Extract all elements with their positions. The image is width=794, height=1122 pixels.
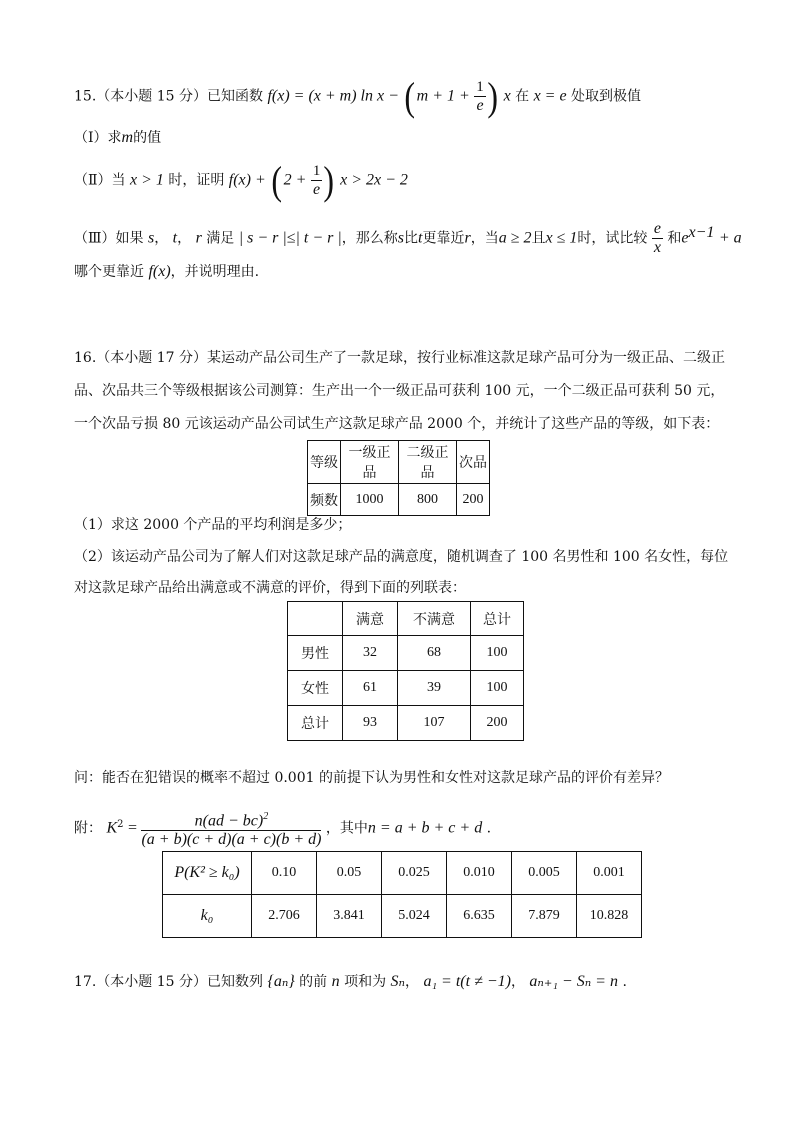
q17-line1 (74, 972, 627, 992)
q15-part3-c: ，那么称 (341, 230, 398, 247)
q15-part3-a: （Ⅲ）如果 (74, 230, 144, 247)
contingency-cell: 总计 (288, 706, 343, 741)
q15-part3-d: 比 (404, 230, 419, 247)
q15-part2-rest: x > 2x − 2 (340, 171, 408, 189)
q15-cond: x = e (533, 87, 567, 105)
q15-part2-f: f(x) + (228, 171, 266, 189)
q15-line1: 15.（本小题 15 分）已知函数 f(x) = (x + m) ln x − (m + 1 + $\frac{1}{e}$ ) x 在 x = e 处取到极值 (74, 73, 642, 119)
q16-formula-tail-eq: n = a + b + c + d (367, 819, 483, 837)
q15-part1-b: 的值 (133, 130, 162, 146)
critical-cell: 0.001 (577, 852, 642, 895)
critical-cell: 3.841 (317, 895, 382, 938)
contingency-table (287, 601, 524, 741)
contingency-header-cell (288, 602, 343, 636)
q16-line1: 16.（本小题 17 分）某运动产品公司生产了一款足球，按行业标准这款足球产品可分为一级正品、二级正 (74, 350, 725, 366)
q15-frac-num: 1 (476, 79, 484, 95)
q15-part1-var: m (121, 129, 134, 146)
q16-part2-line1: （2）该运动产品公司为了解人们对这款足球产品的满意度，随机调查了 100 名男性和 100 名女性，每位 (74, 549, 729, 565)
q15-part3-ineq: | s − r |≤| t − r | (238, 229, 342, 247)
contingency-cell: 39 (398, 671, 471, 706)
q15-part3-t: t (172, 229, 178, 247)
contingency-cell: 93 (343, 706, 398, 741)
q16-part1: （1）求这 2000 个产品的平均利润是多少； (74, 517, 352, 533)
q17-n: n (331, 973, 340, 990)
q15-part2-frac-num: 1 (312, 163, 321, 179)
critical-row-label: k₀ (163, 895, 252, 938)
q16-question: 问：能否在犯错误的概率不超过 0.001 的前提下认为男性和女性对这款足球产品的评价有差异？ (74, 770, 669, 786)
critical-cell: 0.05 (317, 852, 382, 895)
q17-comma: ， (405, 974, 420, 990)
q17-mid: 的前 (299, 974, 328, 990)
q15-part3-exp-rest: + a (718, 229, 742, 247)
q15-part3-line2-f: f(x) (148, 263, 171, 280)
q15-part3-line2-a: 哪个更靠近 (74, 264, 144, 280)
contingency-cell: 32 (343, 636, 398, 671)
grade-cell: 800 (399, 484, 457, 516)
q15-after-paren: x (503, 87, 511, 105)
q15-part2-b: 时，证明 (168, 172, 225, 189)
contingency-cell: 100 (471, 636, 524, 671)
grade-header-cell: 一级正品 (341, 441, 399, 484)
q15-part3-b: 满足 (206, 230, 235, 247)
q15-part1-a: （Ⅰ）求 (74, 130, 122, 146)
q15-part3-exp-base: e (681, 229, 689, 247)
q16-formula-num: n(ad − bc)$^2$ (141, 808, 321, 831)
q15-part3: （Ⅲ）如果 s， t， r 满足 | s − r |≤| t − r |，那么称s比t更靠近r，当a ≥ 2且x ≤ 1时，试比较 $\frac{e}{x}$ 和$e^{x-1} + a$ (74, 220, 742, 256)
critical-cell: 0.005 (512, 852, 577, 895)
grade-cell: 1000 (341, 484, 399, 516)
q15-part3-h: 时，试比较 (577, 230, 648, 247)
q15-func: f(x) = (x + m) ln x − (267, 87, 399, 105)
q15-part3-cond: a ≥ 2 (498, 229, 532, 247)
contingency-cell: 61 (343, 671, 398, 706)
q15-part3-cond2: x ≤ 1 (545, 229, 578, 247)
q15-part3-g: 且 (531, 230, 546, 247)
contingency-header-cell: 不满意 (398, 602, 471, 636)
q15-part1 (74, 128, 161, 148)
q15-part3-s2: s (397, 229, 405, 247)
contingency-cell: 107 (398, 706, 471, 741)
grade-header-cell: 等级 (308, 441, 341, 484)
q15-part3-frac-num: e (653, 220, 661, 237)
q15-mid: 在 (515, 88, 530, 105)
grade-header-cell: 二级正品 (399, 441, 457, 484)
q15-tail: 处取到极值 (571, 88, 642, 105)
critical-cell: 6.635 (447, 895, 512, 938)
q15-part2-a: （Ⅱ）当 (74, 172, 126, 189)
q16-formula-tail-a: ，其中 (325, 820, 368, 837)
q17-rec: aₙ₊₁ − Sₙ = n (529, 973, 618, 990)
q15-part2: （Ⅱ）当 x > 1 时，证明 f(x) + (2 + $\frac{1}{e}$ ) x > 2x − 2 (74, 157, 408, 203)
q17-sn: Sₙ (390, 973, 406, 990)
q17-end: . (622, 974, 627, 990)
q15-part2-cond: x > 1 (129, 171, 164, 189)
q15-part2-frac-den: e (313, 181, 321, 198)
q16-formula-den: (a + b)(c + d)(a + c)(b + d) (141, 831, 322, 849)
critical-cell: 0.10 (252, 852, 317, 895)
q15-part2-paren: 2 + (283, 171, 307, 189)
q15-part3-line2-b: ，并说明理由. (170, 264, 260, 280)
grade-cell: 200 (457, 484, 490, 516)
q15-paren-content: m + 1 + (416, 87, 470, 105)
critical-cell: 10.828 (577, 895, 642, 938)
grade-header-cell: 次品 (457, 441, 490, 484)
q15-prefix: 15.（本小题 15 分）已知函数 (74, 88, 263, 105)
contingency-cell: 男性 (288, 636, 343, 671)
grade-table (307, 440, 490, 516)
critical-cell: 0.025 (382, 852, 447, 895)
q15-part3-e: 更靠近 (422, 230, 465, 247)
contingency-cell: 68 (398, 636, 471, 671)
q15-part3-r2: r (464, 229, 471, 247)
q15-part3-exp-sup: x−1 (688, 223, 715, 241)
q16-formula-lhs: K (106, 819, 118, 837)
q16-line3: 一个次品亏损 80 元该运动产品公司试生产这款足球产品 2000 个，并统计了这些产品的等级，如下表： (74, 416, 720, 432)
q15-part3-s: s (147, 229, 155, 247)
grade-cell: 频数 (308, 484, 341, 516)
q17-seq: {aₙ} (267, 973, 295, 990)
q16-part2-line2: 对这款足球产品给出满意或不满意的评价，得到下面的列联表： (74, 580, 466, 596)
q15-frac-den: e (476, 97, 484, 114)
q17-comma2: ， (510, 974, 525, 990)
q17-mid2: 项和为 (344, 974, 387, 990)
contingency-header-cell: 总计 (471, 602, 524, 636)
q15-part3-r: r (195, 229, 202, 247)
contingency-cell: 女性 (288, 671, 343, 706)
critical-row-label: P(K² ≥ k₀) (163, 852, 252, 895)
q15-part3-line2 (74, 262, 259, 282)
q15-part3-f: ，当 (470, 230, 499, 247)
critical-cell: 5.024 (382, 895, 447, 938)
q15-part3-i: 和 (667, 230, 682, 247)
critical-cell: 7.879 (512, 895, 577, 938)
q15-part3-t2: t (418, 229, 423, 247)
contingency-cell: 100 (471, 671, 524, 706)
contingency-header-cell: 满意 (343, 602, 398, 636)
q16-appendix-label: 附： (74, 820, 102, 837)
q16-formula-tail-b: . (486, 820, 492, 837)
q16-line2: 品、次品共三个等级根据该公司测算：生产出一个一级正品可获利 100 元，一个二级正品可获利 50 元， (74, 383, 725, 399)
critical-cell: 2.706 (252, 895, 317, 938)
critical-cell: 0.010 (447, 852, 512, 895)
q17-a1: a₁ = t(t ≠ −1) (423, 973, 511, 990)
q17-prefix: 17.（本小题 15 分）已知数列 (74, 974, 263, 990)
q15-part3-frac-den: x (653, 239, 661, 256)
contingency-cell: 200 (471, 706, 524, 741)
critical-table (162, 851, 642, 938)
q16-formula: 附： $K^2$ = $\frac{n(ad - bc)^2}{(a + b)(c + d)(a + c)(b + d)}$ ，其中n = a + b + c + d . (74, 808, 491, 849)
